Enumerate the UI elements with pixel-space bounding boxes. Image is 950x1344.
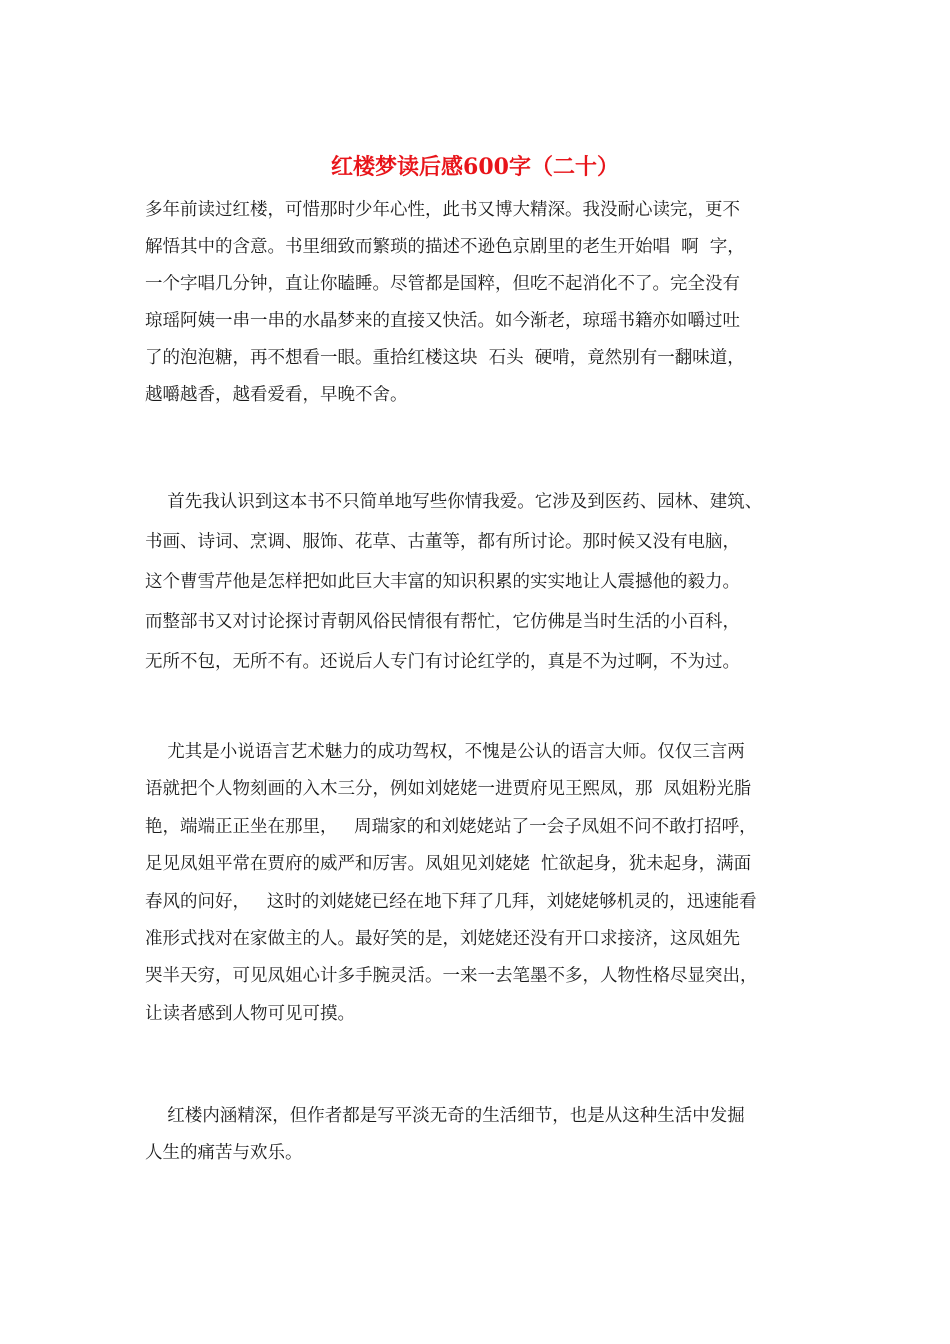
paragraph-line: 春风的问好， 这时的刘姥姥已经在地下拜了几拜，刘姥姥够机灵的，迅速能看 (145, 891, 757, 912)
paragraph-line: 语就把个人物刻画的入木三分，例如刘姥姥一进贾府见王熙凤，那 凤姐粉光脂 (145, 779, 752, 800)
paragraph-line: 人生的痛苦与欢乐。 (145, 1143, 303, 1164)
paragraph-line: 了的泡泡糖，再不想看一眼。重拾红楼这块 石头 硬啃，竟然别有一翻味道， (145, 348, 745, 368)
paragraph-line: 琼瑶阿姨一串一串的水晶梦来的直接又快活。如今渐老，琼瑶书籍亦如嚼过吐 (145, 311, 740, 331)
paragraph-line: 红楼内涵精深，但作者都是写平淡无奇的生活细节，也是从这种生活中发掘 (145, 1106, 745, 1126)
paragraph-line: 让读者感到人物可见可摸。 (145, 1003, 355, 1024)
paragraph-line: 解悟其中的含意。书里细致而繁琐的描述不逊色京剧里的老生开始唱 啊 字， (145, 237, 745, 257)
paragraph-line: 这个曹雪芹他是怎样把如此巨大丰富的知识积累的实实地让人震撼他的毅力。 (145, 572, 740, 592)
paragraph-line: 而整部书又对讨论探讨青朝风俗民情很有帮忙，它仿佛是当时生活的小百科， (145, 612, 740, 632)
paragraph-2 (145, 482, 762, 682)
paragraph-line: 尤其是小说语言艺术魅力的成功驾权，不愧是公认的语言大师。仅仅三言两 (145, 742, 745, 762)
paragraph-line: 无所不包，无所不有。还说后人专门有讨论红学的，真是不为过啊，不为过。 (145, 652, 740, 672)
paragraph-line: 首先我认识到这本书不只简单地写些你情我爱。它涉及到医药、园林、建筑、 (145, 492, 763, 512)
paragraph-3 (145, 734, 758, 1033)
paragraph-line: 哭半天穷，可见凤姐心计多手腕灵活。一来一去笔墨不多，人物性格尽显突出， (145, 966, 758, 987)
paragraph-line: 一个字唱几分钟，直让你瞌睡。尽管都是国粹，但吃不起消化不了。完全没有 (145, 274, 740, 294)
paragraph-line: 艳，端端正正坐在那里， 周瑞家的和刘姥姥站了一会子凤姐不问不敢打招呼， (145, 816, 757, 837)
paragraph-line: 书画、诗词、烹调、服饰、花草、古董等，都有所讨论。那时候又没有电脑， (145, 532, 740, 552)
paragraph-1 (145, 192, 745, 414)
paragraph-4 (145, 1098, 745, 1173)
paragraph-line: 越嚼越香，越看爱看，早晚不舍。 (145, 385, 408, 405)
paragraph-line: 足见凤姐平常在贾府的威严和厉害。凤姐见刘姥姥 忙欲起身，犹未起身，满面 (145, 854, 752, 875)
paragraph-line: 准形式找对在家做主的人。最好笑的是，刘姥姥还没有开口求接济，这凤姐先 (145, 928, 740, 949)
page-title: 红楼梦读后感600字（二十） (331, 154, 619, 180)
paragraph-line: 多年前读过红楼，可惜那时少年心性，此书又博大精深。我没耐心读完，更不 (145, 200, 740, 220)
